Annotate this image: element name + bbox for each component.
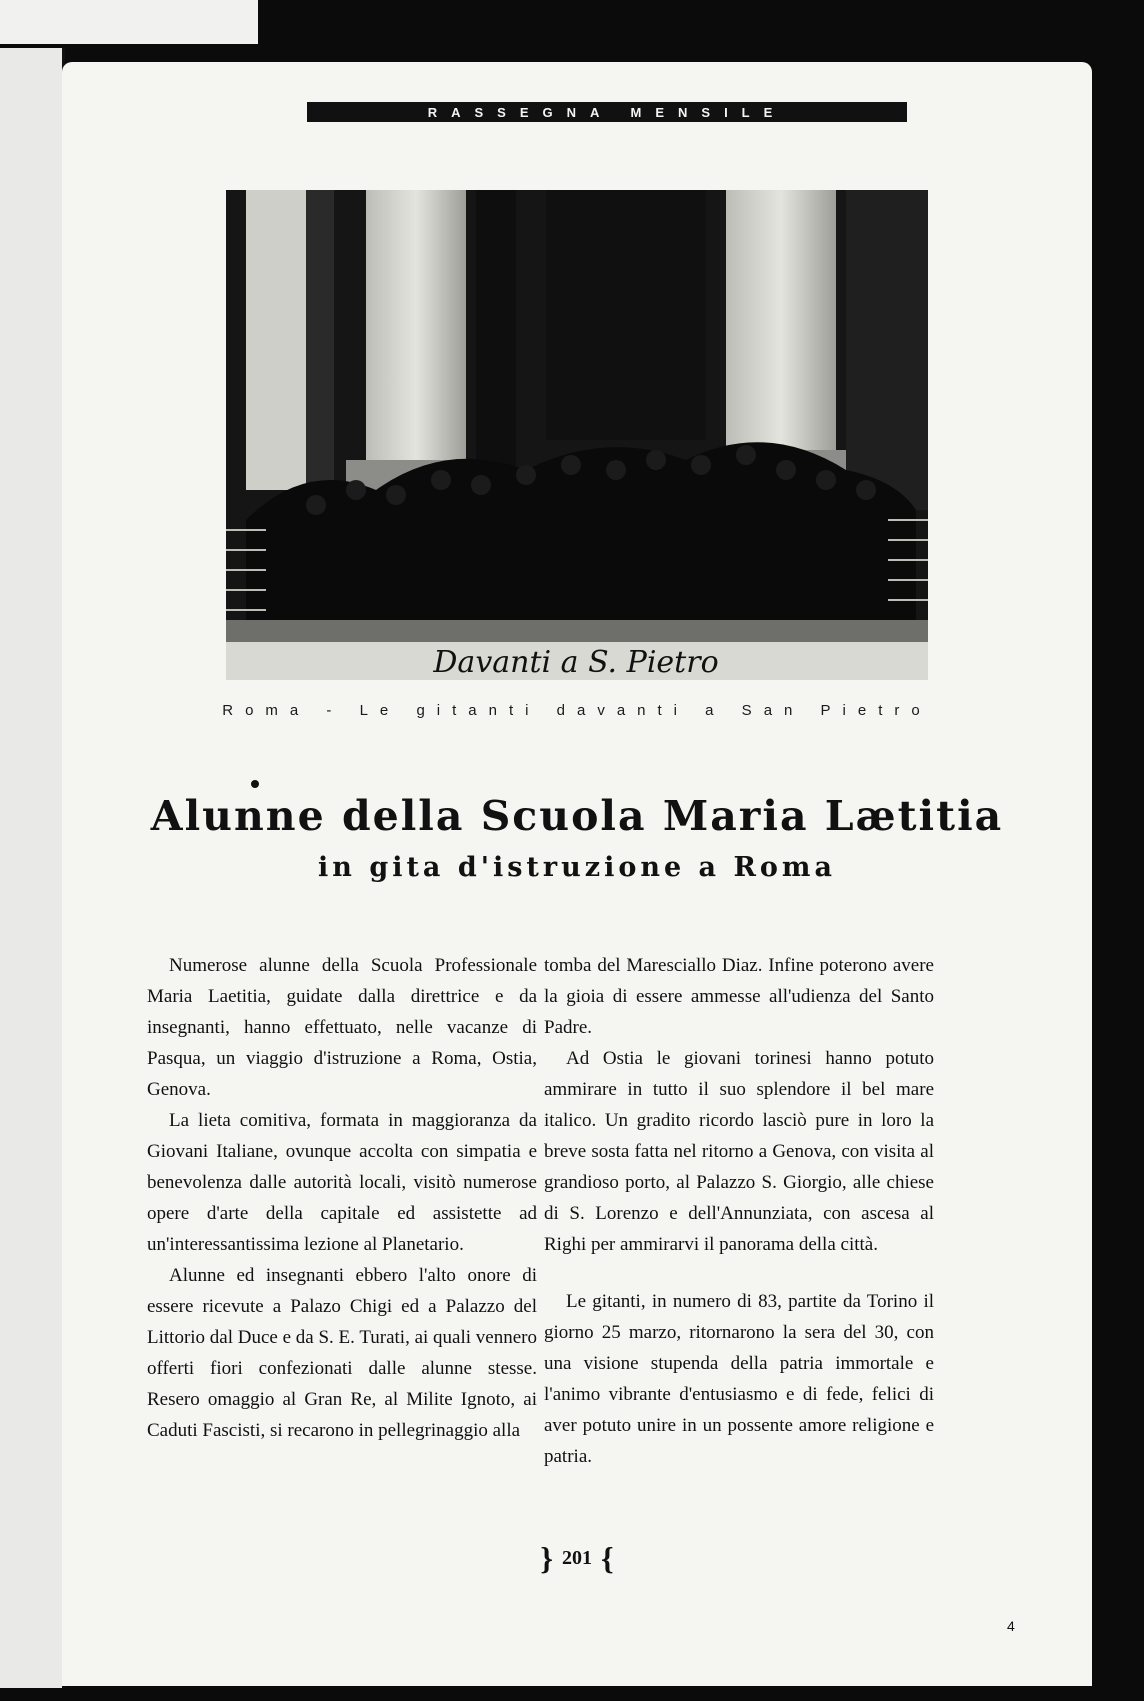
bullet-ornament bbox=[251, 780, 259, 788]
masthead-band bbox=[307, 102, 907, 122]
paragraph: Numerose alunne della Scuola Professionale Maria Laetitia, guidate dalla direttrice e da insegnanti, hanno effettuato, nelle vacanze di Pasqua, un viaggio d'istruzione a Roma, Ostia, Genova. bbox=[147, 955, 537, 1100]
ornament-right: { bbox=[601, 1540, 614, 1576]
scan-left-page-edge bbox=[0, 48, 65, 1688]
masthead-text: RASSEGNA MENSILE bbox=[427, 104, 787, 120]
page-number bbox=[62, 1540, 1092, 1577]
magazine-page bbox=[62, 62, 1092, 1686]
photo-inscription: Davanti a S. Pietro bbox=[433, 645, 719, 680]
paragraph: La lieta comitiva, formata in maggioranza da Giovani Italiane, ovunque accolta con simpatia e benevolenza dalle autorità locali, visitò numerose opere d'arte della capitale ed assistette ad un'interessantissima lezione al Planetario. bbox=[147, 1110, 537, 1255]
ornament-left: } bbox=[540, 1540, 553, 1576]
photo-illustration bbox=[226, 190, 928, 680]
paragraph: Ad Ostia le giovani torinesi hanno potuto ammirare in tutto il suo splendore il bel mare italico. Un gradito ricordo lasciò pure in loro la breve sosta fatta nel ritorno a Genova, con visita al grandioso porto, al Palazzo S. Giorgio, alle chiese di S. Lorenzo e dell'Annunziata, con ascesa al Righi per ammirarvi il panorama della città. bbox=[544, 1048, 934, 1255]
paragraph: Le gitanti, in numero di 83, partite da Torino il giorno 25 marzo, ritornarono la sera del 30, con una visione stupenda della patria immortale e l'animo vibrante d'entusiasmo e di fede, felici di aver potuto unire in un possente amore religione e patria. bbox=[544, 1291, 934, 1467]
left-text-column bbox=[147, 950, 537, 1446]
corner-mark: 4 bbox=[1007, 1618, 1015, 1634]
scan-top-tab bbox=[0, 0, 258, 44]
article-title: Alunne della Scuola Maria Lætitia bbox=[150, 792, 1004, 840]
article-subtitle: in gita d'istruzione a Roma bbox=[318, 852, 836, 883]
page-number-value: 201 bbox=[562, 1547, 592, 1569]
group-photo bbox=[226, 190, 928, 680]
photo-caption: Roma - Le gitanti davanti a San Pietro bbox=[222, 702, 932, 719]
paragraph: Alunne ed insegnanti ebbero l'alto onore di essere ricevute a Palazo Chigi ed a Palazzo del Littorio dal Duce e da S. E. Turati, ai quali vennero offerti fiori confezionati dalle alunne stesse. Resero omaggio al Gran Re, al Milite Ignoto, ai Caduti Fascisti, si recarono in pellegrinaggio alla bbox=[147, 1265, 537, 1441]
paragraph: tomba del Maresciallo Diaz. Infine poterono avere la gioia di essere ammesse all'udienza del Santo Padre. bbox=[544, 955, 934, 1038]
right-text-column bbox=[544, 950, 934, 1472]
